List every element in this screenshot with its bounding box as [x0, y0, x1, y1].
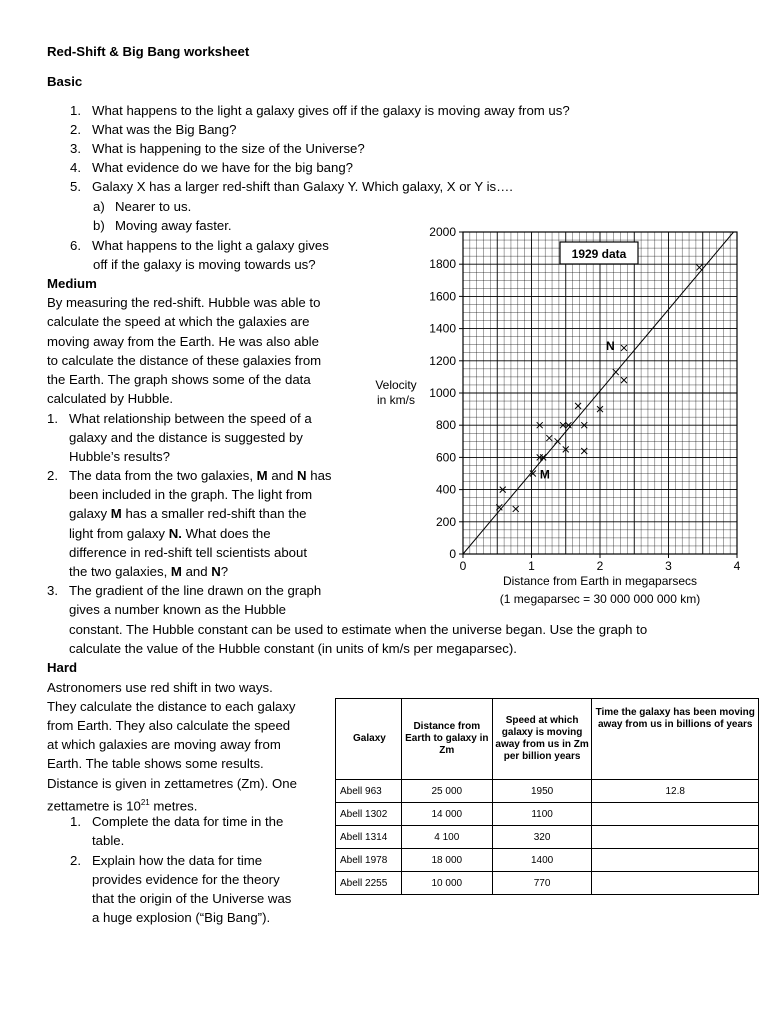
list-item-continuation: galaxy and the distance is suggested by	[69, 430, 303, 445]
x-tick-label: 3	[665, 559, 672, 573]
text-line: at which galaxies are moving away from	[47, 737, 281, 752]
y-tick-label: 2000	[429, 225, 456, 239]
list-item-continuation: constant. The Hubble constant can be used to estimate when the universe began. Use the graph to	[69, 622, 648, 637]
chart-box-label	[560, 242, 638, 264]
table-cell: 18 000	[401, 849, 492, 872]
list-item-continuation: off if the galaxy is moving towards us?	[93, 257, 316, 272]
text-line: calculated by Hubble.	[47, 391, 174, 406]
x-tick-label: 1	[528, 559, 535, 573]
box-label-text: 1929 data	[571, 247, 627, 261]
list-item-continuation: a huge explosion (“Big Bang”).	[92, 910, 271, 925]
sub-item: a) Nearer to us.	[93, 199, 192, 214]
list-item: 2. Explain how the data for time	[70, 853, 263, 868]
list-item: 5. Galaxy X has a larger red-shift than Galaxy Y. Which galaxy, X or Y is….	[70, 179, 513, 194]
table-cell: Abell 1314	[336, 826, 402, 849]
list-item: 1. What happens to the light a galaxy gives off if the galaxy is moving away from us?	[70, 103, 570, 118]
column-header: Speed at which galaxy is moving away from us in Zm per billion years	[492, 699, 592, 780]
table-cell: Abell 963	[336, 780, 402, 803]
x-tick-label: 2	[596, 559, 604, 573]
point-label-n: N	[605, 338, 615, 353]
table-cell: 25 000	[401, 780, 492, 803]
data-point	[621, 345, 627, 351]
list-item-continuation: Hubble’s results?	[69, 449, 170, 464]
y-tick-label: 0	[449, 547, 456, 561]
list-item: 1. Complete the data for time in the	[70, 814, 284, 829]
y-tick-label: 200	[435, 514, 456, 529]
worksheet-title: Red-Shift & Big Bang worksheet	[47, 44, 250, 59]
table-cell: 1400	[492, 849, 592, 872]
data-point	[696, 264, 702, 270]
list-item-continuation: gives a number known as the Hubble	[69, 602, 286, 617]
text-line: zettametre is $10^{21}$ metres.	[47, 798, 198, 814]
x-tick-label: 4	[733, 559, 741, 573]
list-item-continuation: been included in the graph. The light from	[69, 487, 313, 502]
sub-item: b) Moving away faster.	[93, 218, 232, 233]
column-header: Time the galaxy has been moving away from us in billions of years	[592, 699, 759, 780]
list-item-continuation: table.	[92, 833, 125, 848]
list-item-continuation: difference in red-shift tell scientists about	[69, 545, 307, 560]
y-tick-label: 400	[435, 482, 456, 497]
table-cell: Abell 2255	[336, 872, 402, 895]
data-point	[575, 403, 581, 409]
table-cell: 770	[492, 872, 592, 895]
y-tick-label: 1000	[429, 386, 456, 400]
hard-heading: Hard	[47, 660, 78, 675]
x-axis-sublabel: (1 megaparsec = 30 000 000 000 km)	[499, 592, 701, 606]
x-tick-label: 0	[459, 559, 467, 573]
y-axis-label-line1: Velocity	[375, 378, 417, 392]
y-tick-label: 800	[435, 418, 456, 433]
medium-heading: Medium	[47, 276, 97, 291]
text-line: the Earth. The graph shows some of the data	[47, 372, 311, 387]
table-cell: Abell 1978	[336, 849, 402, 872]
text-line: Distance is given in zettametres (Zm). One	[47, 776, 297, 791]
list-item: 1. What relationship between the speed of a	[47, 411, 312, 426]
text-line: Earth. The table shows some results.	[47, 756, 264, 771]
text-line: They calculate the distance to each galaxy	[47, 699, 296, 714]
x-axis-label: Distance from Earth in megaparsecs	[502, 574, 698, 588]
y-tick-label: 1600	[429, 289, 456, 304]
point-label-m: M	[539, 467, 550, 482]
text-line: to calculate the distance of these galaxies from	[47, 353, 322, 368]
data-points	[496, 264, 702, 512]
list-item: 2. What was the Big Bang?	[70, 122, 237, 137]
list-item: 6. What happens to the light a galaxy gives	[70, 238, 329, 253]
y-axis-label-line2: in km/s	[376, 393, 416, 407]
column-header: Distance from Earth to galaxy in Zm	[401, 699, 492, 780]
text-line: Astronomers use red shift in two ways.	[47, 680, 273, 695]
text-line: calculate the speed at which the galaxies are	[47, 314, 310, 329]
data-point	[546, 435, 552, 441]
list-item-continuation: light from galaxy N. What does the	[69, 526, 271, 541]
text-line: from Earth. They also calculate the speed	[47, 718, 291, 733]
text-line: By measuring the red-shift. Hubble was able to	[47, 295, 321, 310]
list-item: 3. What is happening to the size of the Universe?	[70, 141, 365, 156]
y-tick-label: 1200	[429, 353, 456, 368]
list-item-continuation: the two galaxies, M and N?	[69, 564, 229, 579]
table-cell: 1950	[492, 780, 592, 803]
y-tick-label: 1400	[429, 321, 456, 336]
basic-heading: Basic	[47, 74, 83, 89]
point-labels	[540, 339, 615, 482]
column-header: Galaxy	[336, 699, 402, 780]
list-item-continuation: that the origin of the Universe was	[92, 891, 292, 906]
list-item-continuation: provides evidence for the theory	[92, 872, 280, 887]
table-cell: 320	[492, 826, 592, 849]
table-cell: 14 000	[401, 803, 492, 826]
table-cell: 4 100	[401, 826, 492, 849]
tick-labels	[429, 225, 740, 573]
list-item: 4. What evidence do we have for the big bang?	[70, 160, 353, 175]
list-item: 2. The data from the two galaxies, M and N has	[47, 468, 332, 483]
table-cell: 10 000	[401, 872, 492, 895]
data-point	[621, 377, 627, 383]
y-tick-label: 1800	[429, 257, 456, 272]
list-item-continuation: calculate the value of the Hubble constant (in units of km/s per megaparsec).	[69, 641, 517, 656]
text-line: moving away from the Earth. He was also able	[47, 334, 319, 349]
list-item-continuation: galaxy M has a smaller red-shift than the	[69, 506, 307, 521]
table-cell: Abell 1302	[336, 803, 402, 826]
list-item: 3. The gradient of the line drawn on the graph	[47, 583, 322, 598]
table-cell: 12.8	[592, 780, 759, 803]
y-tick-label: 600	[435, 450, 456, 465]
table-cell: 1100	[492, 803, 592, 826]
